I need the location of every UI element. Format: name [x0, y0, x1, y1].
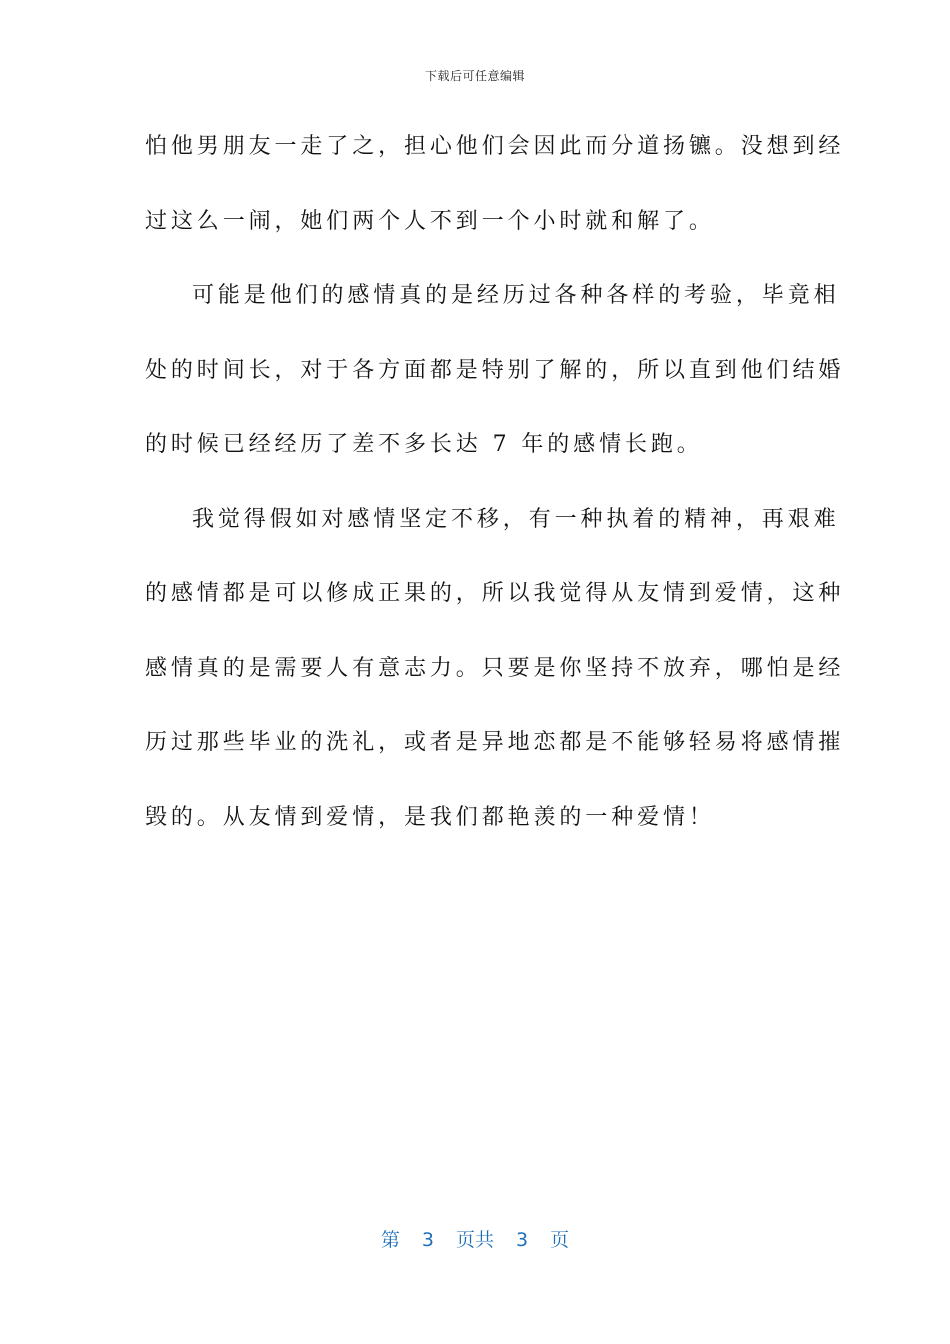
page-prefix: 第: [380, 1229, 400, 1251]
total-pages-number: 3: [516, 1229, 529, 1251]
text-line: 处的时间长，对于各方面都是特别了解的，所以直到他们结婚: [145, 357, 845, 383]
text-line: 的时候已经经历了差不多长达 7 年的感情长跑。: [145, 432, 703, 457]
text-line: 可能是他们的感情真的是经历过各种各样的考验，毕竟相: [192, 283, 840, 308]
text-line: 毁的。从友情到爱情，是我们都艳羡的一种爱情！: [145, 804, 715, 830]
page-mid-label: 页共: [455, 1229, 494, 1251]
text-line: 过这么一闹，她们两个人不到一个小时就和解了。: [145, 208, 715, 234]
text-line: 怕他男朋友一走了之，担心他们会因此而分道扬镳。没想到经: [145, 134, 845, 159]
document-body: [145, 110, 845, 855]
page-suffix: 页: [550, 1229, 570, 1251]
text-line: 历过那些毕业的洗礼，或者是异地恋都是不能够轻易将感情摧: [145, 730, 845, 755]
text-line: 我觉得假如对感情坚定不移，有一种执着的精神，再艰难: [192, 506, 840, 532]
page-number-footer: [0, 1225, 950, 1252]
current-page-number: 3: [421, 1229, 434, 1251]
text-line: 感情真的是需要人有意志力。只要是你坚持不放弃，哪怕是经: [145, 655, 845, 681]
text-line: 的感情都是可以修成正果的，所以我觉得从友情到爱情，这种: [145, 581, 845, 606]
header-note: 下载后可任意编辑: [424, 69, 525, 83]
